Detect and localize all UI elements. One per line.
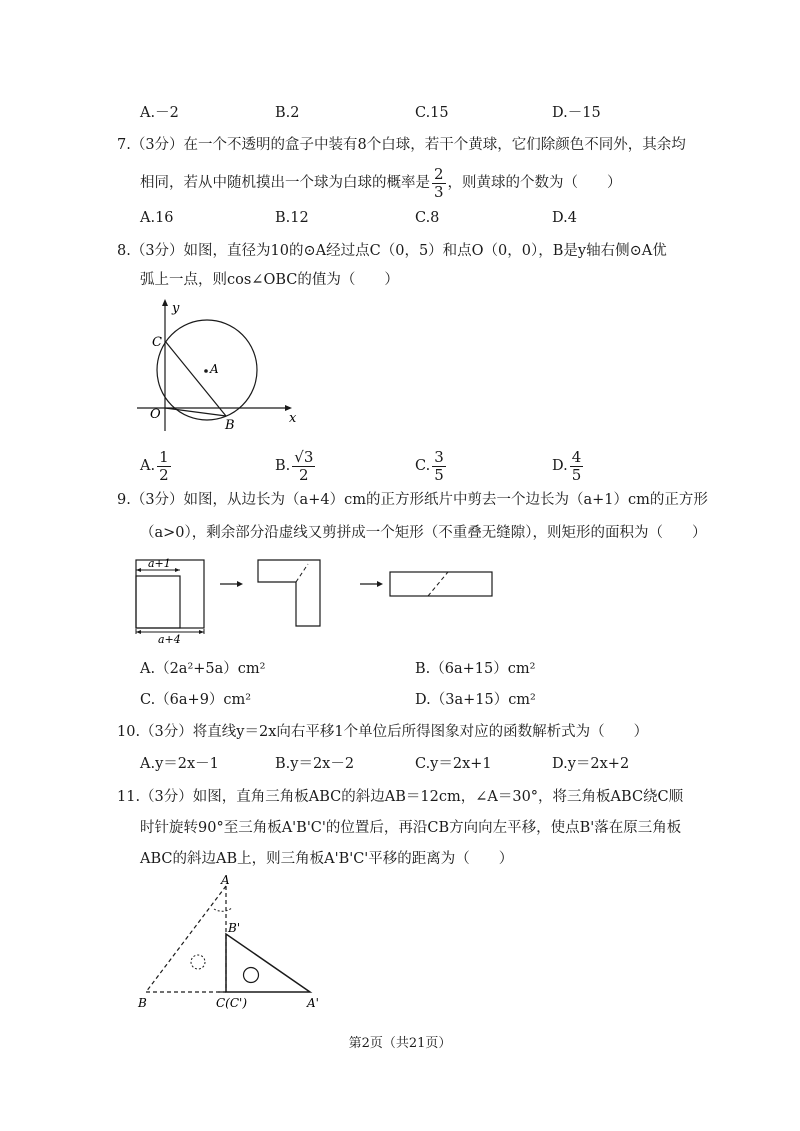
- page-number: 第2页（共21页）: [348, 1036, 452, 1051]
- q7-text-line1: 7.（3分）在一个不透明的盒子中装有8个白球，若干个黄球，它们除颜色不同外，其余均: [117, 137, 686, 153]
- q8-text-line1: 8.（3分）如图，直径为10的⊙A经过点C（0，5）和点O（0，0），B是y轴右侧⊙A优: [117, 243, 667, 259]
- q8-option-a: A. $\frac{1}{2}$: [140, 447, 169, 484]
- q7-option-c: C.8: [415, 210, 440, 226]
- q9-option-a: A.（2a²+5a）cm²: [140, 661, 266, 677]
- q8-text-line2: 弧上一点，则cos∠OBC的值为（ ）: [140, 272, 399, 288]
- q11-text-line3: ABC的斜边AB上，则三角板A'B'C'平移的距离为（ ）: [140, 851, 514, 867]
- q8-label-b: B: [225, 418, 235, 433]
- q10-option-a: A.y＝2x－1: [140, 756, 219, 772]
- q6-option-d: D.－15: [552, 105, 601, 121]
- q9-label-bottom: a+4: [158, 633, 181, 644]
- q11-text-line2: 时针旋转90°至三角板A'B'C'的位置后，再沿CB方向向左平移，使点B'落在原三角板: [140, 820, 682, 836]
- q9-label-top: a+1: [148, 557, 171, 570]
- q10-text-line1: 10.（3分）将直线y＝2x向右平移1个单位后所得图象对应的函数解析式为（ ）: [117, 724, 649, 740]
- q8-label-x: x: [289, 411, 297, 426]
- q8-option-d: D. $\frac{4}{5}$: [552, 447, 582, 484]
- q7-option-a: A.16: [140, 210, 174, 226]
- q8-option-b: B. $\frac{√3}{2}$: [275, 447, 314, 484]
- q6-option-b: B.2: [275, 105, 300, 121]
- q11-label-b-prime: B': [228, 921, 241, 935]
- q9-text-line1: 9.（3分）如图，从边长为（a+4）cm的正方形纸片中剪去一个边长为（a+1）cm的正方形: [117, 492, 708, 508]
- q9-text-line2: （a>0），剩余部分沿虚线又剪拼成一个矩形（不重叠无缝隙），则矩形的面积为（ ）: [140, 525, 707, 541]
- q8-label-o: O: [150, 407, 161, 422]
- q8-circle-figure: [132, 296, 307, 436]
- q11-label-a-prime: A': [307, 996, 319, 1010]
- q11-triangle-figure: [132, 872, 332, 1014]
- q8-label-y: y: [172, 301, 180, 316]
- q10-option-c: C.y＝2x+1: [415, 756, 492, 772]
- q11-label-a: A: [221, 873, 230, 887]
- q11-label-b: B: [138, 996, 147, 1010]
- q10-option-d: D.y＝2x+2: [552, 756, 630, 772]
- q7-option-d: D.4: [552, 210, 577, 226]
- q11-label-c: C(C'): [216, 996, 248, 1010]
- q6-option-a: A.－2: [140, 105, 179, 121]
- q7-option-b: B.12: [275, 210, 309, 226]
- q8-label-c: C: [152, 335, 162, 350]
- q9-option-b: B.（6a+15）cm²: [415, 661, 536, 677]
- q9-option-c: C.（6a+9）cm²: [140, 692, 252, 708]
- q10-option-b: B.y＝2x－2: [275, 756, 355, 772]
- q7-fraction: $\frac{2}{3}$: [434, 164, 444, 201]
- q8-label-a: A: [210, 362, 219, 376]
- q6-option-c: C.15: [415, 105, 449, 121]
- q9-square-figure: [128, 552, 498, 644]
- q9-option-d: D.（3a+15）cm²: [415, 692, 536, 708]
- q7-text-line2: 相同，若从中随机摸出一个球为白球的概率是 $\frac{2}{3}$ ，则黄球的个数为（ ）: [140, 164, 622, 201]
- q8-option-c: C. $\frac{3}{5}$: [415, 447, 444, 484]
- q11-text-line1: 11.（3分）如图，直角三角板ABC的斜边AB＝12cm，∠A＝30°，将三角板ABC绕C顺: [117, 789, 684, 805]
